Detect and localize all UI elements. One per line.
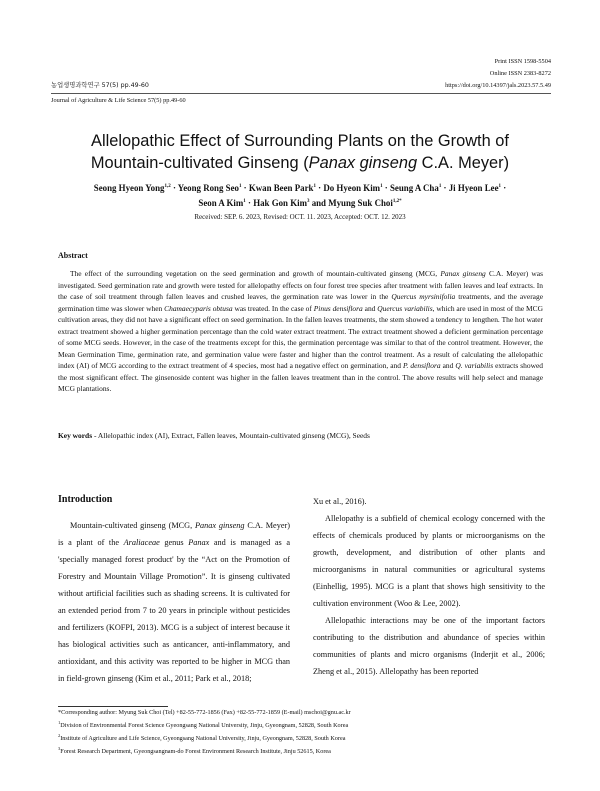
left-column <box>58 517 290 687</box>
affiliation-sup: 1 <box>438 184 442 189</box>
affiliation-sup: 1 <box>380 184 383 189</box>
author: Ji Hyeon Lee <box>448 182 499 193</box>
author: Seong Hyeon Yong <box>93 182 165 193</box>
author-list <box>40 180 560 211</box>
author: Seon A Kim <box>198 198 244 209</box>
corresponding-author-note: *Corresponding author: Myung Suk Choi (Tel) +82-55-772-1856 (Fax) +82-55-772-1859 (E-mail) mschoi@gnu.ac.kr <box>58 709 351 716</box>
intro-italic: Araliaceae <box>123 538 160 548</box>
separator: · <box>441 182 449 193</box>
keywords-label: Key words <box>58 431 93 440</box>
author: Kwan Been Park <box>248 182 314 193</box>
abstract-italic: Quercus myrsinifolia <box>391 292 456 301</box>
abstract-italic: Chamaecyparis obtusa <box>164 303 233 313</box>
intro-seg: C.A. Meyer) is a plant of the <box>58 521 290 548</box>
abstract-italic: Panax ginseng <box>440 269 486 278</box>
affiliation-text: Institute of Agriculture and Life Science, Gyeongsang National University, Jinju, Gyeongnam, 52828, South Korea <box>60 735 346 743</box>
header-rule <box>51 93 551 94</box>
affiliation-sup: 3 <box>58 746 61 752</box>
abstract-italic: P. densiflora <box>402 361 441 370</box>
footnote-rule <box>58 706 168 707</box>
introduction-heading: Introduction <box>58 494 113 505</box>
abstract-seg: treatments, and the average germination time was slower when <box>58 292 544 313</box>
author: Myung Suk Choi <box>328 198 393 209</box>
intro-seg: and is managed as a 'specially managed forest product' by the “Act on the Promotion of Forestry and Mountain Village Promotion”. It is ginseng cultivated without artificial facilities such as shading screens. It is cultivated for an extended period from 7 to 20 years in principle without pesticides and fertilizers (KOFPI, 2013). MCG is a subject of interest because it has biological activities such as anticancer, anti-inflammatory, and antioxidant, and this activity was reported to be higher in MCG than in field-grown ginseng (Kim et al., 2011; Park et al., 2018; <box>58 538 290 684</box>
online-issn: Online ISSN 2383-8272 <box>489 70 551 77</box>
abstract-italic: Q. variabilis <box>455 361 494 370</box>
affiliation-text: Division of Environmental Forest Science Gyeongsang National University, Jinju, Gyeongnam, 52828, South Korea <box>60 722 349 730</box>
intro-paragraph-3: Allelopathic interactions may be one of the important factors contributing to the distribution and abundance of species within communities of plants and micro organisms (Inderjit et al., 2006; Zheng et al., 2015). Allelopathy has been reported <box>313 616 545 677</box>
affiliation-note <box>58 718 548 731</box>
separator: · <box>245 198 254 209</box>
abstract-seg: and <box>440 361 456 370</box>
doi-link[interactable]: https://doi.org/10.14397/jals.2023.57.5.49 <box>445 82 551 89</box>
affiliation-sup: 1,2 <box>164 184 171 189</box>
print-issn: Print ISSN 1598-5504 <box>494 58 551 65</box>
title-text: Mountain-cultivated Ginseng ( <box>90 154 309 172</box>
received-dates: Received: SEP. 6. 2023, Revised: OCT. 11. 2023, Accepted: OCT. 12. 2023 <box>194 213 406 221</box>
title-line-2 <box>40 152 560 174</box>
abstract-seg: C.A. Meyer) was investigated. Seed germination rate and growth were tested for allelopathy effects on four forest tree species after treatment with fallen leaves and leaf extracts. In the case of soil treatment through fallen leaves and crushed leaves, the germination rate was lower in the <box>58 269 544 301</box>
abstract-text <box>58 268 543 395</box>
abstract-italic: Quercus variabilis <box>377 303 433 313</box>
intro-paragraph-1 <box>58 517 290 687</box>
affiliation-sup: 1 <box>243 199 246 205</box>
separator: · <box>170 182 178 193</box>
affiliation-text: Forest Research Department, Gyeongsangnam-do Forest Environment Research Institute, Jinju 52615, Korea <box>60 748 331 756</box>
abstract-seg: The effect of the surrounding vegetation on the seed germination and growth of mountain-cultivated ginseng (MCG, <box>70 269 441 278</box>
title-line-1: Allelopathic Effect of Surrounding Plants on the Growth of <box>91 132 509 150</box>
separator: · <box>241 182 249 193</box>
affiliation-sup: 1 <box>498 184 502 189</box>
separator: and <box>309 198 329 209</box>
intro-continued: Xu et al., 2016). <box>313 497 367 506</box>
affiliation-note <box>58 744 548 757</box>
affiliation-sup: 1,2* <box>392 199 402 205</box>
abstract-seg: and <box>362 303 378 313</box>
abstract-seg: extracts showed the most significant effect. The ginsenoside content was higher in the fallen leaves treatment than in the control. The above results will help select and manage MCG plantations. <box>58 361 543 393</box>
english-journal-citation: Journal of Agriculture & Life Science 57(5) pp.49-60 <box>51 97 186 104</box>
intro-italic: Panax <box>188 538 210 548</box>
affiliation-sup: 1 <box>313 184 316 189</box>
intro-paragraph-2: Allelopathy is a subfield of chemical ecology concerned with the effects of chemicals produced by plants or microorganisms on the growth, development, and distribution of other plants and microorganisms in natural communities or agricultural systems (Einhellig, 1995). MCG is a plant that shows high sensitivity to the cultivation environment (Woo & Lee, 2002). <box>313 514 545 609</box>
affiliation-sup: 1 <box>58 720 61 725</box>
affiliation-sup: 1 <box>238 184 242 189</box>
author: Yeong Rong Seo <box>177 182 239 193</box>
intro-italic: Panax ginseng <box>195 521 245 530</box>
abstract-heading: Abstract <box>58 251 88 260</box>
affiliation-sup: 3 <box>306 199 310 205</box>
keywords-text: Allelopathic index (AI), Extract, Fallen leaves, Mountain-cultivated ginseng (MCG), Seeds <box>97 431 370 440</box>
intro-seg: Mountain-cultivated ginseng (MCG, <box>70 521 195 530</box>
author: Hak Gon Kim <box>253 198 307 209</box>
affiliation-sup: 2 <box>58 733 61 739</box>
paper-title <box>40 130 560 174</box>
author: Do Hyeon Kim <box>323 182 381 193</box>
keywords <box>58 431 543 440</box>
abstract-seg: , which are used in most of the MCG cultivation areas, they did not have a significant effect on seed germination. In the fallen leaves treatments, the stem showed a tendency to lengthen. The hot water extract treatment showed a higher germination percentage than the cold water extract treatment. The extract treatment showed a deficient germination percentage of some MCG seeds. However, in the case of the treatments except for this, the germination percentage was similar to that of the control treatment. However, the Mean Germination Time, germination rate, and germination value were faster and higher than the control treatment. As a result of calculating the allelopathic index (AI) of MCG according to the extract treatment of 4 species, most had a negative effect on germination, and <box>58 303 543 370</box>
title-text-end: C.A. Meyer) <box>417 154 510 172</box>
affiliation-note <box>58 731 548 744</box>
author: Seung A Cha <box>389 182 439 193</box>
abstract-italic: Pinus densiflora <box>313 303 363 313</box>
intro-seg: genus <box>159 538 189 548</box>
keywords-dash: - <box>92 431 98 440</box>
abstract-seg: was treated. In the case of <box>232 303 314 313</box>
korean-journal-citation: 농업생명과학연구 57(5) pp.49-60 <box>51 82 149 89</box>
separator: · <box>382 182 390 193</box>
footnotes <box>58 708 548 757</box>
title-species: Panax ginseng <box>308 154 418 172</box>
right-column <box>313 493 545 681</box>
separator: · <box>315 182 324 193</box>
separator: · <box>501 182 507 193</box>
